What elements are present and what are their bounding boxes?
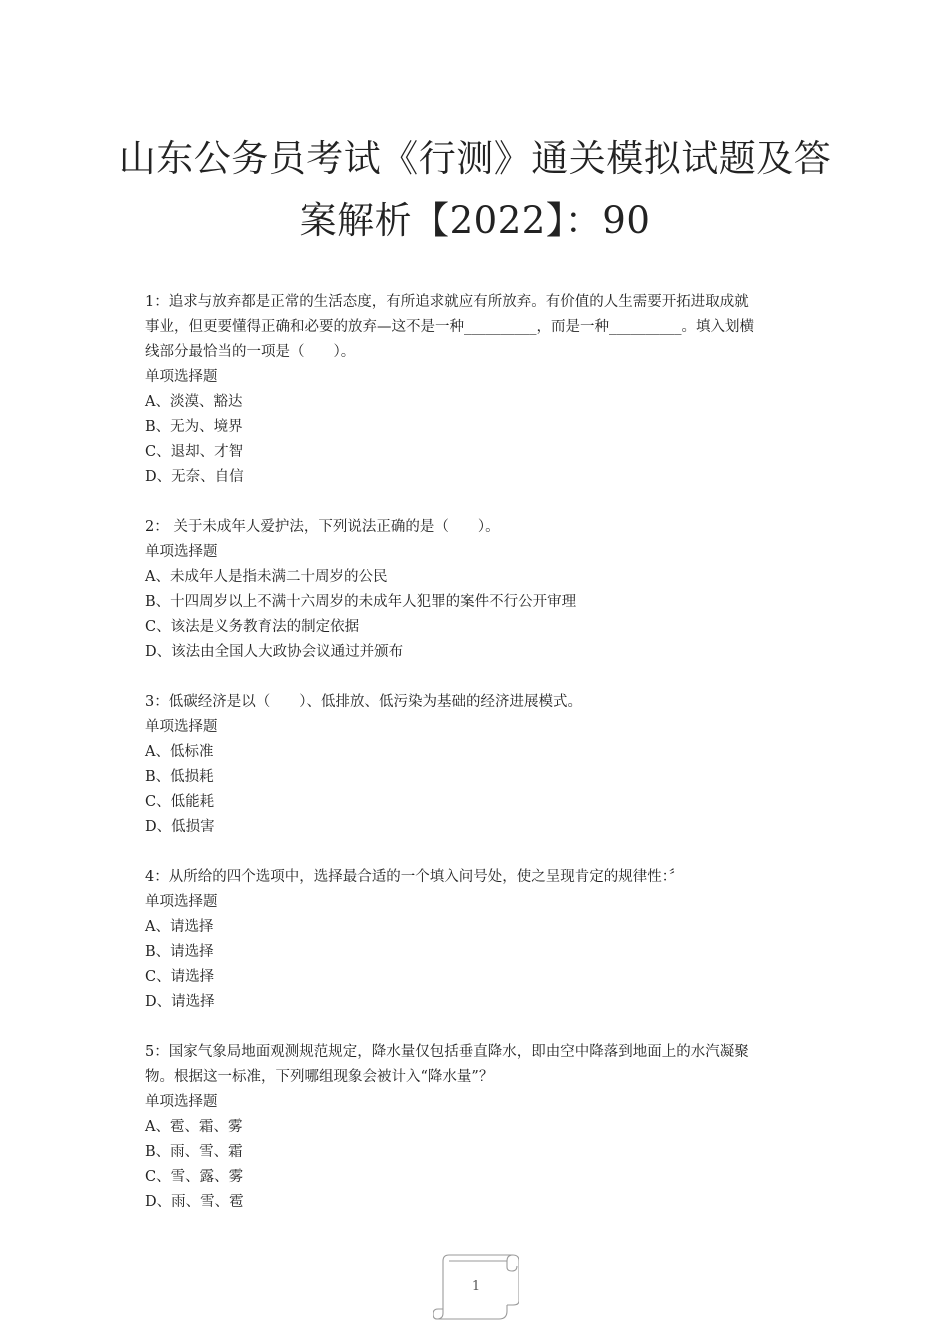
option-d: D、该法由全国人大政协会议通过并颁布 (145, 644, 404, 660)
option-b: B、雨、雪、霜 (145, 1144, 243, 1160)
question-stem-line: 物。根据这一标准，下列哪组现象会被计入“降水量”？ (145, 1069, 494, 1085)
question-stem-line: 4：从所给的四个选项中，选择最合适的一个填入问号处，使之呈现肯定的规律性：〞 (145, 869, 684, 885)
page-footer (433, 1253, 519, 1321)
page-number: 1 (471, 1279, 481, 1294)
option-d: D、请选择 (145, 994, 215, 1010)
question-stem-line: 3：低碳经济是以（ ）、低排放、低污染为基础的经济进展模式。 (145, 694, 582, 710)
question-3 (145, 690, 810, 840)
question-5 (145, 1040, 810, 1215)
option-a: A、低标准 (145, 744, 214, 760)
option-c: C、雪、露、雾 (145, 1169, 244, 1185)
question-type: 单项选择题 (145, 719, 218, 735)
question-stem-line: 5：国家气象局地面观测规范规定，降水量仅包括垂直降水，即由空中降落到地面上的水汽凝聚 (145, 1044, 749, 1060)
option-c: C、该法是义务教育法的制定依据 (145, 619, 360, 635)
question-4 (145, 865, 810, 1015)
question-type: 单项选择题 (145, 894, 218, 910)
option-c: C、请选择 (145, 969, 215, 985)
question-stem-line: 2： 关于未成年人爱护法，下列说法正确的是（ ）。 (145, 519, 500, 535)
question-2 (145, 515, 810, 665)
option-b: B、低损耗 (145, 769, 214, 785)
question-list (145, 290, 810, 1240)
question-type: 单项选择题 (145, 369, 218, 385)
option-a: A、淡漠、豁达 (145, 394, 243, 410)
option-b: B、无为、境界 (145, 419, 243, 435)
option-d: D、无奈、自信 (145, 469, 244, 485)
option-d: D、雨、雪、雹 (145, 1194, 244, 1210)
option-c: C、退却、才智 (145, 444, 244, 460)
question-1 (145, 290, 810, 490)
title-line-2: 案解析【2022】：90 (299, 199, 651, 242)
option-b: B、十四周岁以上不满十六周岁的未成年人犯罪的案件不行公开审理 (145, 594, 577, 610)
option-b: B、请选择 (145, 944, 214, 960)
document-title (100, 128, 850, 252)
option-a: A、雹、霜、雾 (145, 1119, 243, 1135)
question-stem-line: 事业，但更要懂得正确和必要的放弃—这不是一种__________，而是一种__________。填入划横 (145, 319, 754, 335)
title-line-1: 山东公务员考试《行测》通关模拟试题及答 (118, 137, 832, 180)
question-type: 单项选择题 (145, 1094, 218, 1110)
question-stem-line: 线部分最恰当的一项是（ ）。 (145, 344, 356, 360)
question-stem-line: 1：追求与放弃都是正常的生活态度，有所追求就应有所放弃。有价值的人生需要开拓进取成就 (145, 294, 749, 310)
option-a: A、未成年人是指未满二十周岁的公民 (145, 569, 388, 585)
option-a: A、请选择 (145, 919, 214, 935)
option-d: D、低损害 (145, 819, 215, 835)
option-c: C、低能耗 (145, 794, 215, 810)
question-type: 单项选择题 (145, 544, 218, 560)
